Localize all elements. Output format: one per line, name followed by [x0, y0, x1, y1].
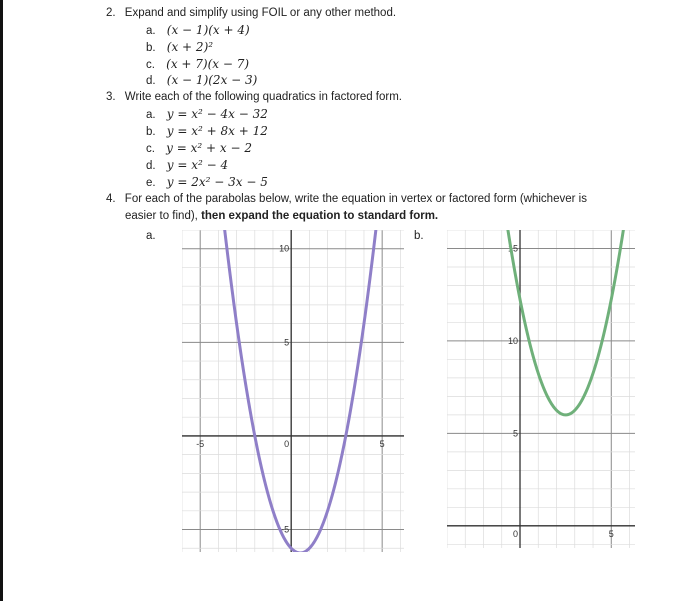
q2-item-expr: (x − 1)(x + 4)	[166, 23, 250, 37]
graph-b-label: b.	[414, 230, 424, 242]
y-tick-label: 5	[284, 337, 290, 348]
q2-prompt: Expand and simplify using FOIL or any other method.	[124, 7, 397, 19]
q4-number: 4.	[106, 193, 116, 205]
q4-prompt-line2	[125, 209, 438, 223]
q3-item-a	[146, 107, 268, 122]
q3-item-b	[146, 124, 268, 139]
graph-a-parabola	[182, 230, 404, 552]
graph-b	[447, 230, 635, 548]
y-tick-label: 10	[507, 335, 519, 346]
q2-item-expr: (x + 7)(x − 7)	[166, 57, 250, 71]
q3-item-d	[146, 158, 228, 173]
x-tick-label: 5	[608, 528, 614, 539]
q2-item-expr: (x + 2)²	[166, 40, 214, 54]
origin-label: 0	[512, 528, 519, 539]
q3-item-expr: y = 2x² − 3x − 5	[166, 175, 268, 189]
q3-item-expr: y = x² − 4	[166, 158, 229, 172]
q3-item-expr: y = x² − 4x − 32	[166, 107, 268, 121]
q2-item-b	[146, 40, 213, 55]
q3-item-expr: y = x² + 8x + 12	[166, 124, 268, 138]
origin-label: 0	[284, 438, 290, 449]
q2-item-label: a.	[146, 25, 156, 37]
q4-prompt-line	[106, 192, 587, 206]
y-tick-label: 15	[507, 243, 519, 254]
q3-prompt: Write each of the following quadratics in factored form.	[124, 91, 402, 103]
x-tick-label: -5	[196, 438, 205, 449]
q2-item-label: d.	[146, 75, 156, 87]
graph-a-label: a.	[146, 230, 156, 242]
graph-b-grid	[447, 230, 635, 548]
q2-item-label: c.	[146, 59, 155, 71]
q3-item-label: c.	[146, 143, 155, 155]
q3-number: 3.	[106, 91, 116, 103]
page-edge	[0, 0, 3, 601]
q2-item-a	[146, 23, 250, 38]
q4-prompt-normal: easier to find),	[125, 210, 202, 222]
q3-prompt-line	[106, 90, 402, 104]
y-tick-label: 5	[512, 428, 519, 439]
graph-b-tick-labels	[508, 243, 614, 538]
q4-prompt-line1: For each of the parabolas below, write the equation in vertex or factored form (whichever is	[124, 193, 587, 205]
q3-item-c	[146, 141, 252, 156]
q2-item-expr: (x − 1)(2x − 3)	[166, 73, 258, 87]
y-tick-label: -5	[281, 524, 290, 535]
q3-item-e	[146, 175, 268, 190]
q3-item-label: b.	[146, 126, 156, 138]
q3-item-label: e.	[146, 177, 156, 189]
graph-a	[182, 230, 404, 552]
y-tick-label: 10	[279, 243, 290, 254]
graph-a-tick-labels	[196, 244, 384, 535]
q2-item-label: b.	[146, 42, 156, 54]
q2-prompt-line	[106, 6, 396, 20]
q4-prompt-bold: then expand the equation to standard form.	[201, 210, 439, 222]
graph-b-axes	[447, 230, 635, 548]
q3-item-label: a.	[146, 109, 156, 121]
q2-number: 2.	[106, 7, 116, 19]
q2-item-d	[146, 73, 257, 88]
q3-item-label: d.	[146, 160, 156, 172]
q3-item-expr: y = x² + x − 2	[166, 141, 252, 155]
q2-item-c	[146, 57, 249, 72]
x-tick-label: 5	[379, 438, 385, 449]
